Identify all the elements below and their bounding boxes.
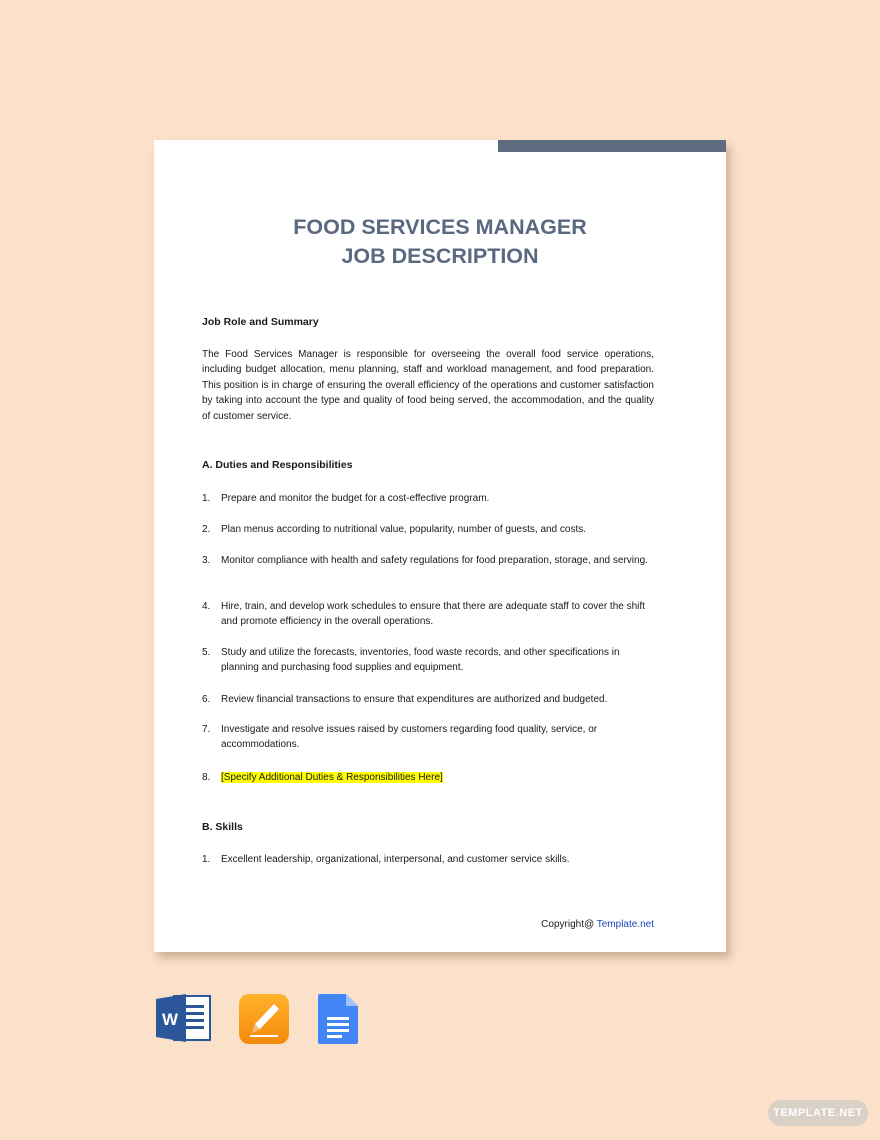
duty-text: Review financial transactions to ensure that expenditures are authorized and budgeted. bbox=[221, 694, 608, 705]
duty-item bbox=[202, 692, 654, 707]
duty-item bbox=[202, 522, 654, 537]
header-accent-bar bbox=[498, 140, 726, 152]
duty-item bbox=[202, 553, 654, 568]
duty-number: 4. bbox=[202, 601, 211, 612]
duty-number: 7. bbox=[202, 724, 211, 735]
duty-item bbox=[202, 770, 654, 785]
document-page bbox=[154, 140, 726, 952]
duty-text: Monitor compliance with health and safety regulations for food preparation, storage, and serving. bbox=[221, 555, 648, 566]
duties-heading: A. Duties and Responsibilities bbox=[202, 459, 353, 471]
svg-text:W: W bbox=[161, 1010, 179, 1029]
duty-text: Study and utilize the forecasts, inventories, food waste records, and other specifications in planning and purchasing food supplies and equipment. bbox=[221, 647, 620, 674]
duty-number: 5. bbox=[202, 647, 211, 658]
copyright-label: Copyright@ bbox=[541, 919, 595, 930]
summary-heading: Job Role and Summary bbox=[202, 316, 319, 328]
skill-number: 1. bbox=[202, 854, 211, 865]
title-line-1: FOOD SERVICES MANAGER bbox=[293, 215, 587, 239]
duty-number: 1. bbox=[202, 493, 211, 504]
copyright-link[interactable]: Template.net bbox=[596, 919, 654, 930]
title-line-2: JOB DESCRIPTION bbox=[341, 244, 539, 268]
skill-text: Excellent leadership, organizational, interpersonal, and customer service skills. bbox=[221, 854, 570, 865]
skill-item bbox=[202, 852, 654, 867]
document-title bbox=[154, 213, 726, 271]
duty-number: 6. bbox=[202, 694, 211, 705]
duty-text: Prepare and monitor the budget for a cost-effective program. bbox=[221, 493, 490, 504]
watermark-badge: TEMPLATE.NET bbox=[768, 1100, 868, 1126]
duty-number: 8. bbox=[202, 772, 211, 783]
placeholder-highlight[interactable]: [Specify Additional Duties & Responsibilities Here] bbox=[221, 772, 443, 783]
summary-text: The Food Services Manager is responsible for overseeing the overall food service operations, including budget allocation, menu planning, staff and workload management, and food preparation. This position is in charge of ensuring the overall efficiency of the operations and customer satisfaction by taking into account the type and quality of food being served, the accommodation, and the quality of customer service. bbox=[202, 349, 654, 422]
duty-item bbox=[202, 599, 654, 630]
duty-text: Investigate and resolve issues raised by customers regarding food quality, service, or accommodations. bbox=[221, 724, 598, 751]
google-docs-icon[interactable] bbox=[317, 993, 359, 1050]
word-icon[interactable] bbox=[156, 993, 212, 1048]
duty-item bbox=[202, 722, 654, 753]
pages-icon[interactable] bbox=[238, 993, 290, 1050]
duty-text: Plan menus according to nutritional value, popularity, number of guests, and costs. bbox=[221, 524, 587, 535]
skills-heading: B. Skills bbox=[202, 821, 243, 833]
duty-number: 2. bbox=[202, 524, 211, 535]
copyright-notice bbox=[541, 919, 654, 930]
duty-number: 3. bbox=[202, 555, 211, 566]
duty-item bbox=[202, 491, 654, 506]
duty-item bbox=[202, 645, 654, 676]
duty-text: Hire, train, and develop work schedules to ensure that there are adequate staff to cover the shift and promote efficiency in the overall operations. bbox=[221, 601, 645, 628]
